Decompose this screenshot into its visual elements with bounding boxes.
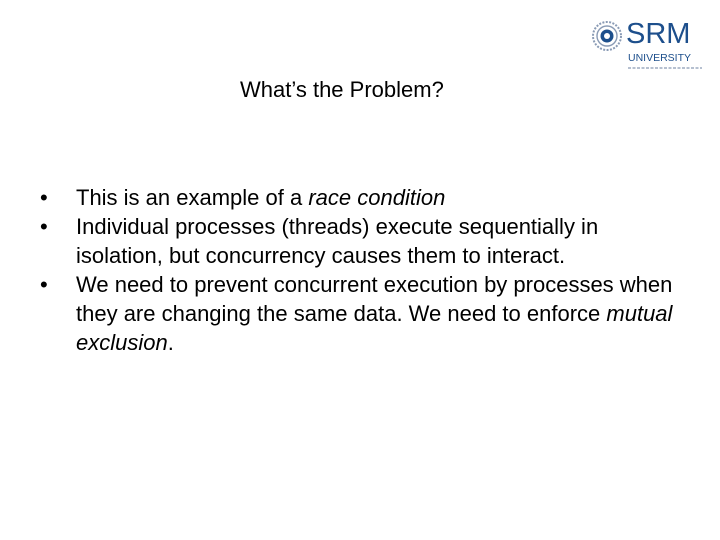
bullet-symbol: •: [40, 272, 48, 297]
bullet-text: This is an example of a: [76, 185, 309, 210]
slide-title: What’s the Problem?: [240, 77, 444, 102]
bullet-item: [36, 212, 676, 270]
srm-emblem-icon: [592, 21, 622, 51]
bullet-emphasis: mutual exclusion: [76, 301, 673, 355]
bullet-emphasis: race condition: [308, 185, 446, 210]
logo-subtitle: UNIVERSITY: [628, 52, 692, 64]
bullet-list: [36, 183, 676, 357]
bullet-text: We need to prevent concurrent execution by processes when they are changing the same data. We need to enforce: [76, 272, 673, 326]
university-logo: [590, 16, 702, 78]
bullet-text: .: [167, 330, 174, 355]
logo-name: SRM: [626, 18, 691, 50]
bullet-item: [36, 270, 676, 357]
bullet-symbol: •: [40, 185, 48, 210]
bullet-symbol: •: [40, 214, 48, 239]
bullet-text: Individual processes (threads) execute sequentially in isolation, but concurrency causes them to interact.: [76, 214, 599, 268]
logo-tagline-mark: [628, 66, 702, 70]
bullet-item: [36, 183, 676, 212]
